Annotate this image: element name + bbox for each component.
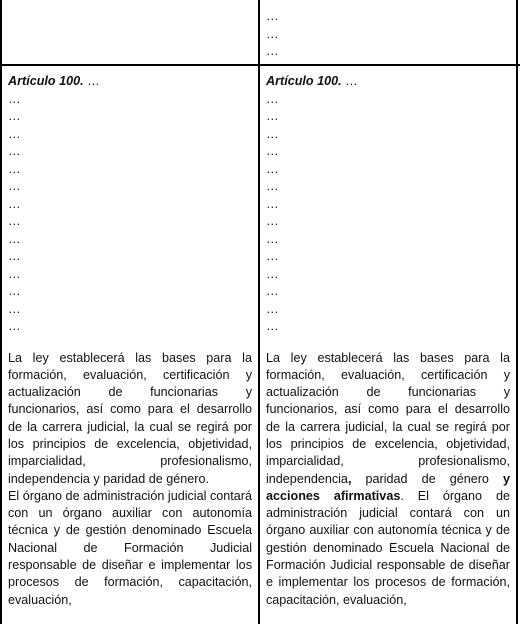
ellipsis-line: … [8, 161, 21, 176]
ellipsis-line: … [8, 284, 21, 298]
ellipsis-line: … [8, 319, 21, 333]
amendment-highlight: y acciones afirmativas [266, 471, 510, 503]
ellipsis-line: … [266, 319, 279, 333]
article-heading-ellipsis: … [341, 74, 358, 88]
ellipsis-line: … [266, 179, 279, 193]
right-column-cell [260, 66, 516, 624]
article-heading [8, 73, 252, 91]
ellipsis-line: … [266, 301, 279, 316]
paragraph-text: La ley establecerá las bases para la formación, evaluación, certificación y actualización de funcionarias y funcionarios, así como para el desarrollo de la carrera judicial, la cual se regirá por los principios de excelencia, objetividad, imparcialidad, profesionalismo, independencia [266, 350, 510, 486]
paragraph-text: . El órgano de administración judicial contará con un órgano auxiliar con autonomía técnica y de gestión denominado Escuela Nacional de Formación Judicial responsable de diseñar e implementar los procesos de formación, capacitación, evaluación, [266, 488, 510, 607]
ellipsis-line: … [266, 231, 279, 246]
article-number: Artículo 100. [8, 74, 84, 88]
ellipsis-line: … [266, 196, 279, 211]
ellipsis-line: … [266, 126, 279, 141]
ellipsis-line: … [8, 91, 21, 106]
ellipsis-line: … [266, 144, 279, 158]
article-heading [266, 73, 510, 91]
ellipsis-line: … [8, 301, 21, 316]
paragraph-career-amended [266, 350, 510, 609]
ellipsis-line: … [266, 284, 279, 298]
article-heading-ellipsis: … [83, 74, 100, 88]
article-number: Artículo 100. [266, 74, 342, 88]
ellipsis-line: … [266, 214, 279, 228]
bold-comma: , [347, 471, 352, 486]
left-column-cell [2, 66, 258, 624]
ellipsis-line: … [8, 231, 21, 246]
ellipsis-line: … [266, 44, 279, 58]
top-left-cell [2, 0, 258, 64]
paragraph-text: paridad de género [351, 471, 503, 486]
ellipsis-line: … [266, 91, 279, 106]
top-right-cell [260, 0, 516, 64]
ellipsis-line: … [266, 161, 279, 176]
ellipsis-line: … [8, 249, 21, 263]
ellipsis-line: … [8, 126, 21, 141]
ellipsis-line: … [8, 109, 21, 123]
ellipsis-line: … [266, 26, 279, 41]
ellipsis-line: … [266, 9, 279, 23]
table-border-right [516, 0, 518, 624]
ellipsis-line: … [8, 179, 21, 193]
ellipsis-line: … [8, 144, 21, 158]
ellipsis-line: … [266, 266, 279, 281]
paragraph-career: La ley establecerá las bases para la formación, evaluación, certificación y actualización de funcionarias y funcionarios, así como para el desarrollo de la carrera judicial, la cual se regirá por los principios de excelencia, objetividad, imparcialidad, profesionalismo, independencia y paridad de género. [8, 350, 252, 486]
ellipsis-line: … [8, 266, 21, 281]
ellipsis-line: … [8, 214, 21, 228]
paragraph-school: El órgano de administración judicial contará con un órgano auxiliar con autonomía técnica y de gestión denominado Escuela Nacional de Formación Judicial responsable de diseñar e implementar los procesos de formación, capacitación, evaluación, [8, 488, 252, 607]
ellipsis-line: … [8, 196, 21, 211]
ellipsis-line: … [266, 249, 279, 263]
ellipsis-line: … [266, 109, 279, 123]
